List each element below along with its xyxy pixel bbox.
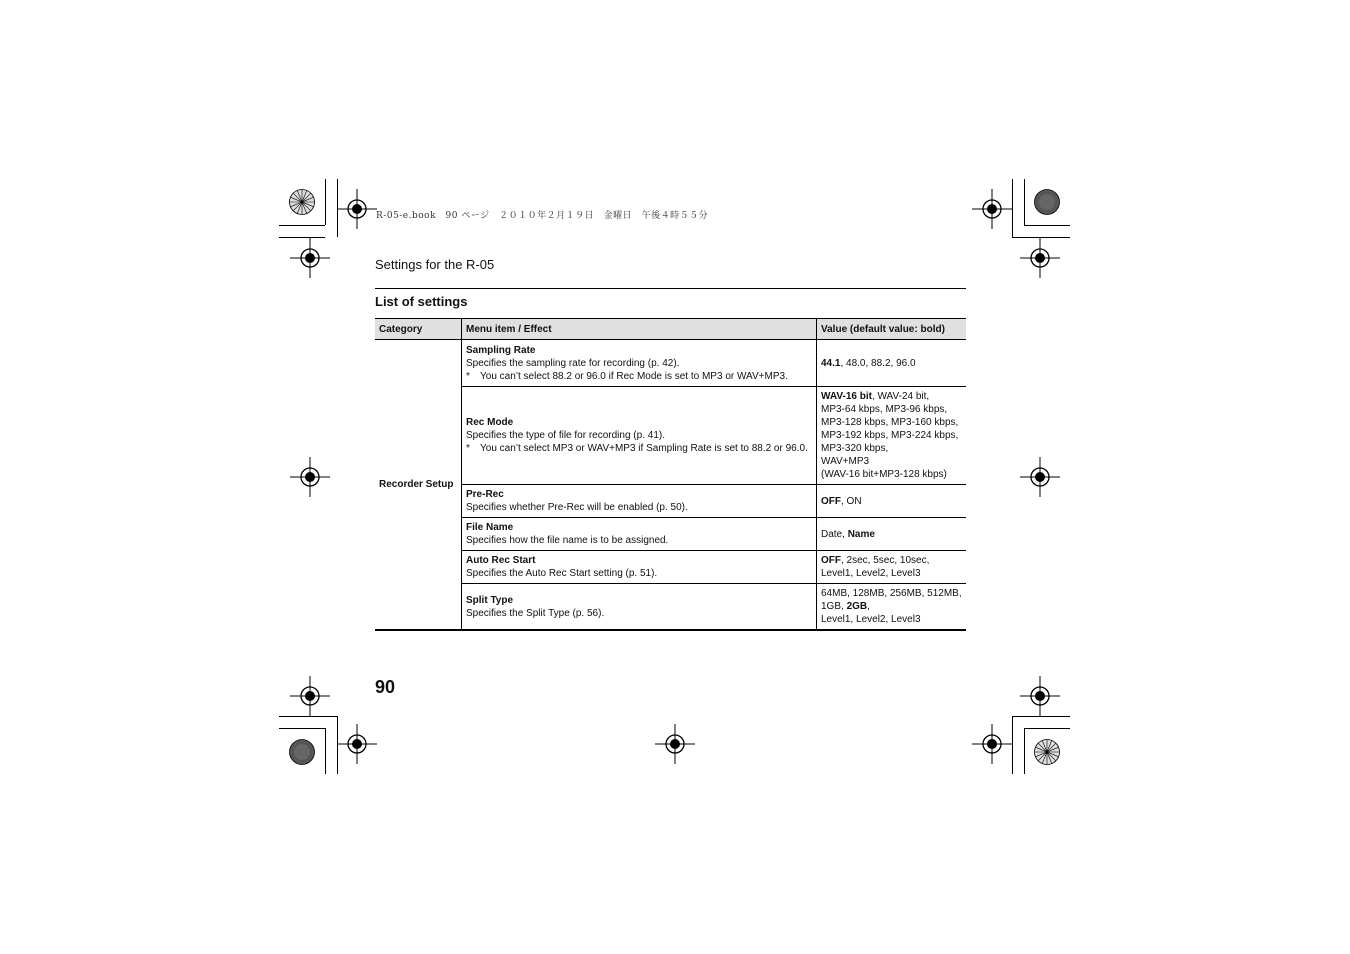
table-row (375, 485, 966, 518)
menu-item-effect: Specifies the Split Type (p. 56). (466, 607, 605, 619)
value-options: , ON (841, 495, 862, 507)
default-value: OFF (821, 555, 841, 566)
note-marker: * (466, 443, 470, 454)
menu-item-name: Sampling Rate (466, 344, 536, 356)
menu-item-effect: Specifies the type of file for recording (p. 41). (466, 430, 665, 441)
table-row (375, 340, 966, 387)
table-row (375, 584, 966, 631)
value-options: , 48.0, 88.2, 96.0 (840, 357, 916, 369)
column-header-menu-item: Menu item / Effect (462, 319, 817, 340)
registration-target-icon (290, 676, 330, 716)
column-header-category: Category (375, 319, 462, 340)
value-cell (817, 485, 967, 518)
default-value: WAV-16 bit (821, 391, 872, 402)
menu-item-cell (462, 518, 817, 551)
page-number: 90 (375, 677, 396, 697)
value-line: MP3-64 kbps, MP3-96 kbps, (821, 404, 948, 415)
value-options: 1GB, (821, 601, 847, 612)
value-line: WAV+MP3 (821, 456, 870, 467)
table-row (375, 518, 966, 551)
table-header-row (375, 319, 966, 340)
value-line: Level1, Level2, Level3 (821, 614, 921, 625)
note-text: You can’t select 88.2 or 96.0 if Rec Mode is set to MP3 or WAV+MP3. (480, 370, 788, 382)
category-cell: Recorder Setup (375, 340, 462, 631)
menu-item-effect: Specifies the Auto Rec Start setting (p. 51). (466, 568, 658, 579)
registration-target-icon (337, 189, 377, 229)
registration-target-icon (290, 457, 330, 497)
menu-item-effect: Specifies how the file name is to be assigned. (466, 535, 669, 546)
registration-target-icon (1020, 457, 1060, 497)
menu-item-name: File Name (466, 522, 514, 533)
menu-item-cell (462, 387, 817, 485)
running-head: Settings for the R-05 (375, 257, 495, 272)
menu-item-effect: Specifies the sampling rate for recording (p. 42). (466, 357, 680, 369)
menu-item-cell (462, 340, 817, 387)
settings-table (375, 318, 966, 631)
default-value: 44.1 (821, 357, 841, 369)
default-value: OFF (821, 495, 841, 507)
note-text: You can’t select MP3 or WAV+MP3 if Sampling Rate is set to 88.2 or 96.0. (480, 443, 808, 454)
header-divider (375, 288, 966, 289)
value-options: , WAV-24 bit, (871, 391, 930, 402)
menu-item-note (466, 370, 812, 383)
menu-item-effect: Specifies whether Pre-Rec will be enabled (p. 50). (466, 502, 688, 513)
menu-item-name: Pre-Rec (466, 489, 504, 500)
halftone-disc-icon (1034, 189, 1060, 215)
menu-item-name: Split Type (466, 594, 514, 606)
value-cell (817, 387, 967, 485)
value-options: , 2sec, 5sec, 10sec, (841, 555, 930, 566)
value-line: Level1, Level2, Level3 (821, 568, 921, 579)
halftone-disc-icon (289, 739, 315, 765)
registration-target-icon (972, 724, 1012, 764)
menu-item-cell (462, 485, 817, 518)
print-slug: R-05-e.book 90 ページ ２０１０年２月１９日 金曜日 午後４時５５分 (376, 211, 709, 221)
registration-target-icon (337, 724, 377, 764)
value-line: (WAV-16 bit+MP3-128 kbps) (821, 469, 947, 480)
menu-item-cell (462, 584, 817, 631)
default-value: Name (847, 528, 875, 540)
value-line: MP3-192 kbps, MP3-224 kbps, (821, 430, 959, 441)
value-cell (817, 340, 967, 387)
value-line: MP3-128 kbps, MP3-160 kbps, (821, 417, 959, 428)
menu-item-name: Rec Mode (466, 417, 514, 428)
starburst-target-icon (1034, 739, 1060, 765)
value-cell (817, 518, 967, 551)
menu-item-cell (462, 551, 817, 584)
menu-item-note (466, 442, 812, 455)
column-header-value: Value (default value: bold) (817, 319, 967, 340)
registration-target-icon (655, 724, 695, 764)
registration-target-icon (972, 189, 1012, 229)
default-value: 2GB (846, 601, 868, 612)
table-row (375, 551, 966, 584)
value-options: , (867, 601, 870, 612)
table-row (375, 387, 966, 485)
menu-item-name: Auto Rec Start (466, 555, 536, 566)
registration-target-icon (1020, 676, 1060, 716)
registration-target-icon (1020, 238, 1060, 278)
section-title: List of settings (375, 294, 468, 309)
value-line: 64MB, 128MB, 256MB, 512MB, (821, 588, 962, 599)
value-cell (817, 584, 967, 631)
starburst-target-icon (289, 189, 315, 215)
value-options: Date, (821, 528, 848, 540)
value-line: MP3-320 kbps, (821, 443, 889, 454)
registration-target-icon (290, 238, 330, 278)
value-cell (817, 551, 967, 584)
note-marker: * (466, 370, 470, 382)
